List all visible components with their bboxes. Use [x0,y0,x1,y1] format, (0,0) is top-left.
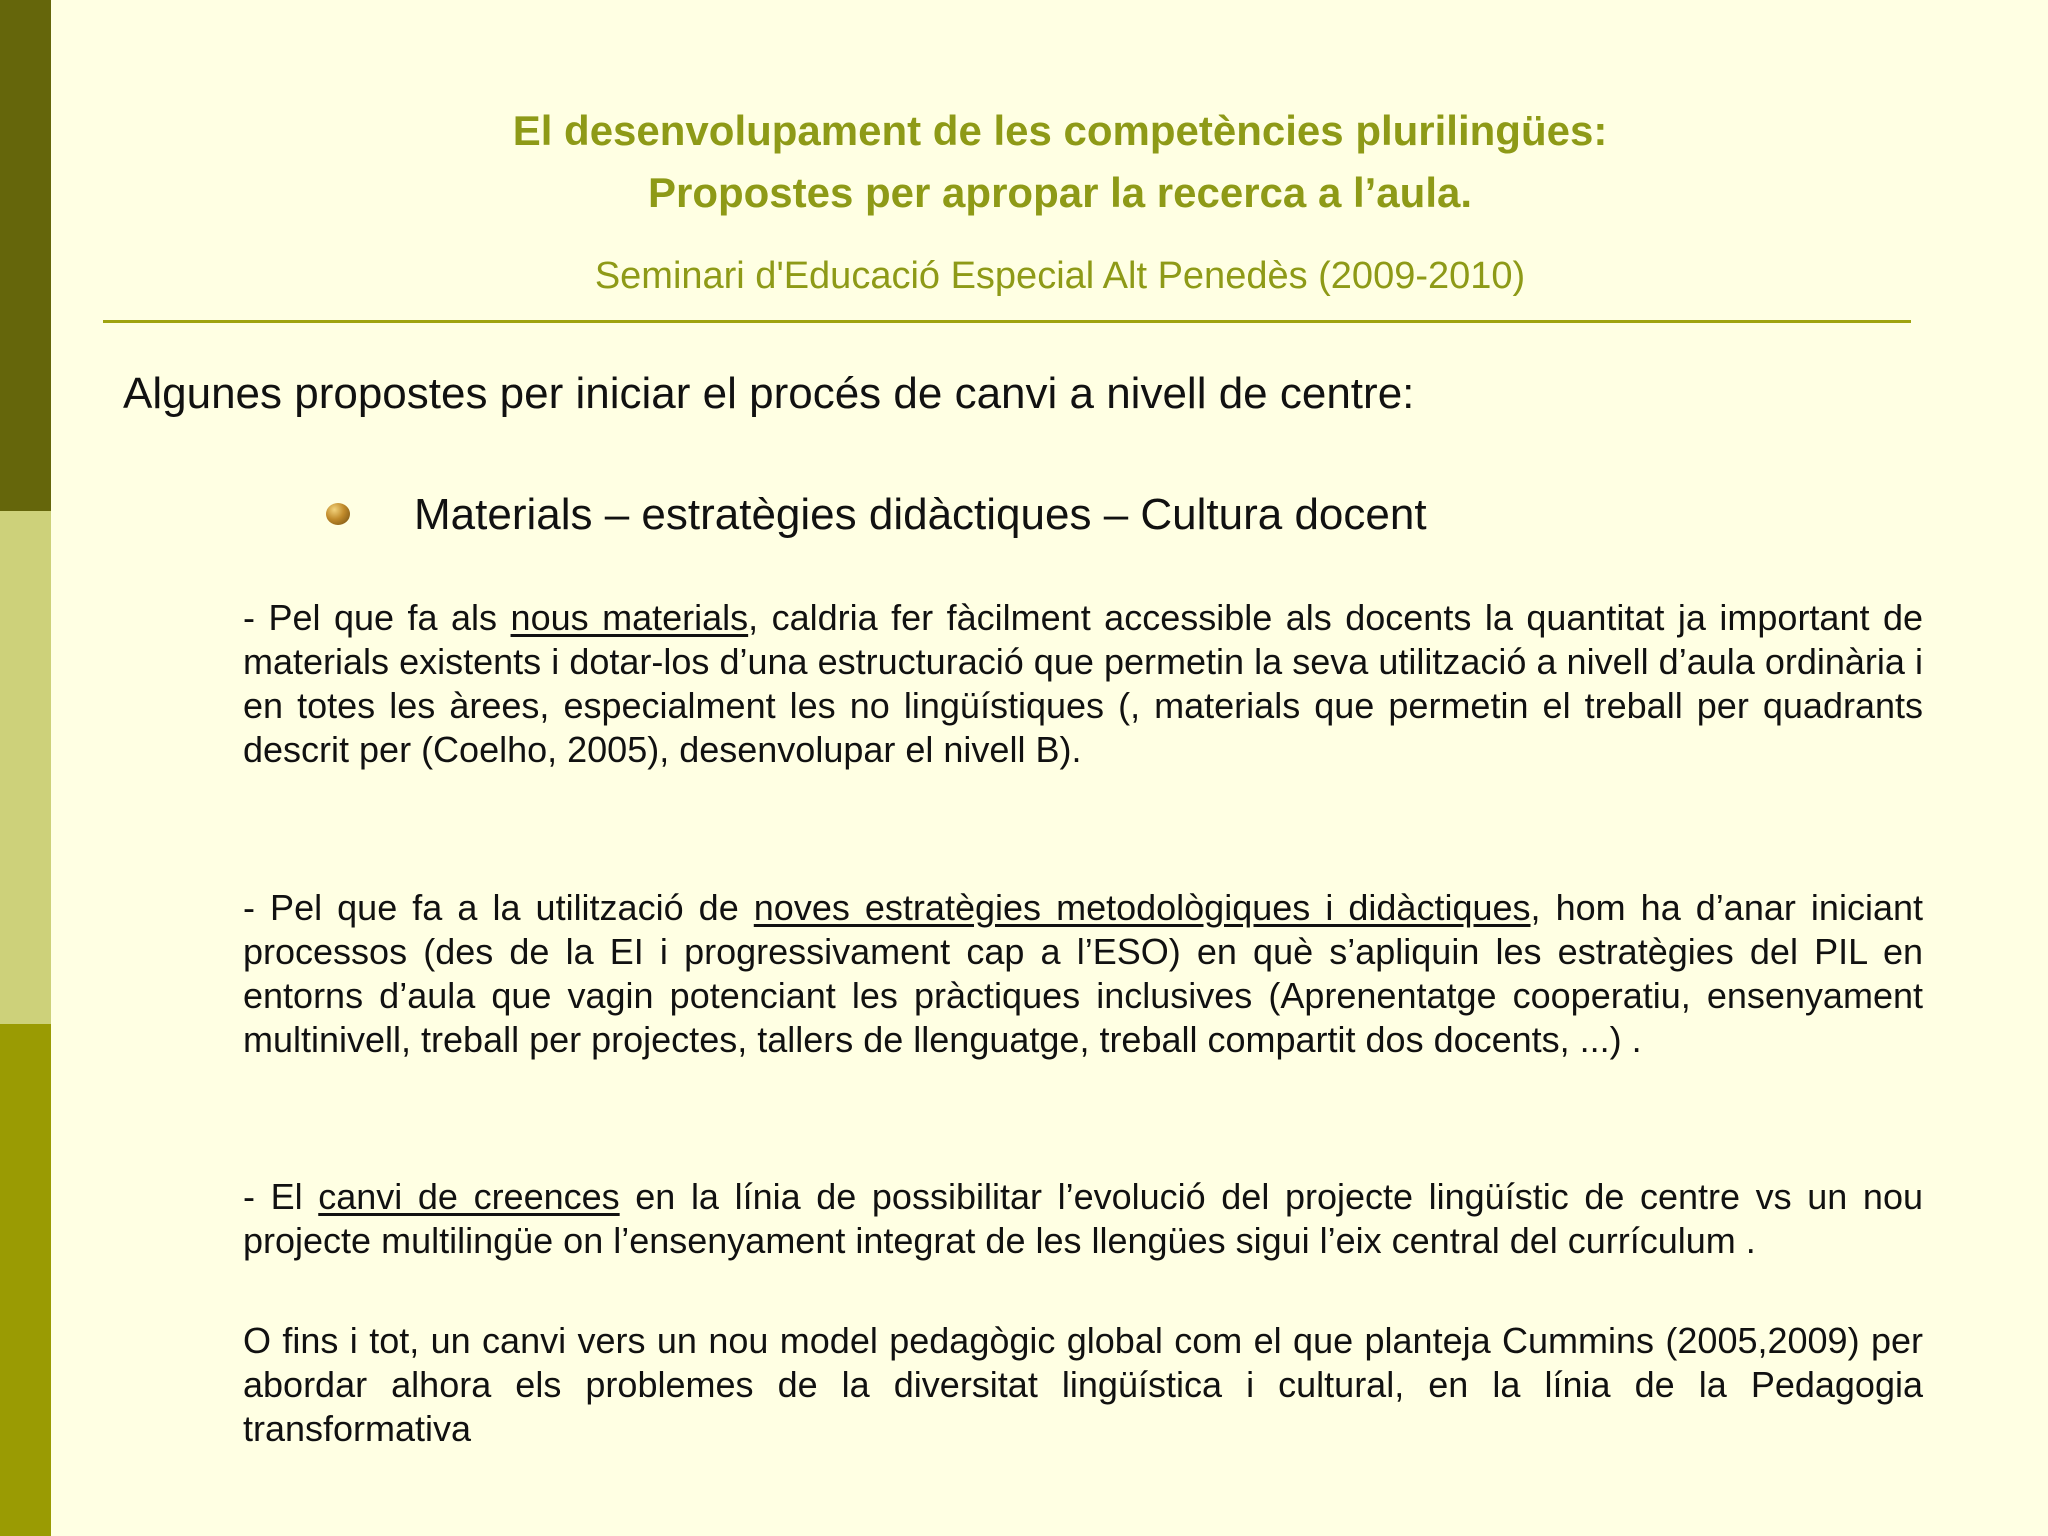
p1-after: , caldria fer fàcilment accessible als docents la quantitat ja important de materials existents i dotar-los d’una estructuració que permetin la seva utilització a nivell d’aula ordinària i en totes les àrees, especialment les no lingüístiques (, materials que permetin el treball per quadrants descrit per (Coelho, 2005), desenvolupar el nivell B). [243,597,1924,770]
p2-before: - Pel que fa a la utilització de [243,887,754,928]
bullet-item [326,487,1926,547]
sidebar-band-bottom [0,1024,51,1536]
slide-title [100,100,2020,224]
title-line-2: Propostes per apropar la recerca a l’aula. [647,169,1473,216]
sidebar-band-top [0,0,51,511]
slide-header [100,100,2020,300]
paragraph-new-materials [243,596,1923,772]
paragraph-pedagogical-model: O fins i tot, un canvi vers un nou model pedagògic global com el que planteja Cummins (2005,2009) per abordar alhora els problemes de la diversitat lingüística i cultural, en la línia de la Pedagogia transformativa [243,1320,1923,1449]
intro-text: Algunes propostes per iniciar el procés de canvi a nivell de centre: [123,369,1415,418]
paragraph-new-strategies [243,886,1923,1062]
paragraph-change-of-beliefs [243,1175,1923,1263]
p2-after: , hom ha d’anar iniciant processos (des de la EI i progressivament cap a l’ESO) en què s’apliquin les estratègies del PIL en entorns d’aula que vagin potenciant les pràctiques inclusives (Aprenentatge cooperatiu, ensenyament multinivell, treball per projectes, tallers de llenguatge, treball compartit dos docents, ...) . [243,887,1923,1060]
p1-before: - Pel que fa als [243,597,511,638]
bullet-icon [326,503,350,525]
slide-subtitle: Seminari d'Educació Especial Alt Penedès (2009-2010) [594,255,1526,297]
p3-underlined: canvi de creences [318,1176,620,1217]
header-divider [103,320,1911,323]
title-line-1: El desenvolupament de les competències plurilingües: [512,107,1608,154]
p3-before: - El [243,1176,319,1217]
sidebar-band-middle [0,511,51,1024]
p3-after: en la línia de possibilitar l’evolució del projecte lingüístic de centre vs un nou projecte multilingüe on l’ensenyament integrat de les llengües sigui l’eix central del currículum . [243,1176,1923,1261]
bullet-text: Materials – estratègies didàctiques – Cultura docent [414,490,1427,539]
p1-underlined: nous materials [510,597,749,638]
p2-underlined: noves estratègies metodològiques i didàctiques [753,887,1531,928]
